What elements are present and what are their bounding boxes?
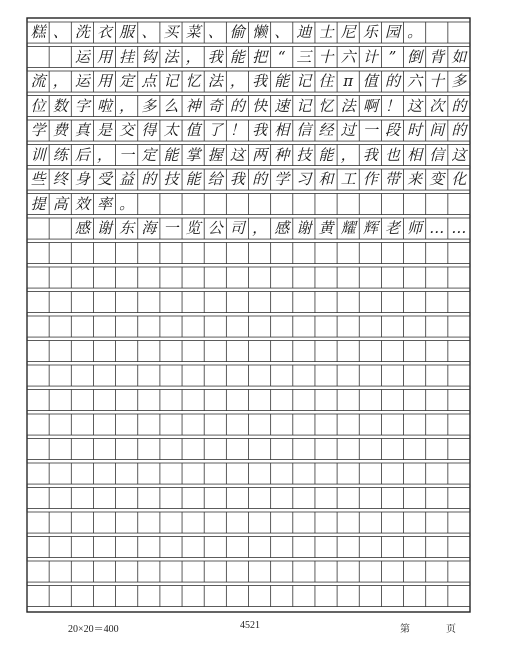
grid-char: 能 bbox=[318, 145, 334, 164]
grid-char: 衣 bbox=[97, 23, 113, 42]
grid-char: 法 bbox=[163, 47, 179, 66]
sheet-number: 4521 bbox=[240, 620, 260, 631]
grid-char: 洗 bbox=[74, 23, 90, 42]
grid-char: ， bbox=[119, 96, 135, 115]
grid-char: 字 bbox=[74, 96, 90, 115]
grid-char: 握 bbox=[207, 145, 223, 164]
grid-char: 览 bbox=[185, 219, 201, 238]
grid-char: 黄 bbox=[318, 219, 334, 238]
grid-char: 师 bbox=[407, 219, 423, 238]
grid-char: 我 bbox=[207, 47, 223, 66]
grid-char: 相 bbox=[407, 145, 423, 164]
grid-char: 记 bbox=[296, 96, 312, 115]
grid-char: 数 bbox=[52, 96, 68, 115]
grid-char: 用 bbox=[97, 47, 113, 66]
grid-char: 把 bbox=[252, 47, 268, 66]
grid-char: 次 bbox=[429, 96, 445, 115]
grid-char: … bbox=[451, 219, 467, 238]
grid-char: 间 bbox=[429, 121, 445, 140]
grid-char: π bbox=[343, 72, 354, 91]
grid-char: 变 bbox=[429, 170, 445, 189]
grid-char: 能 bbox=[163, 145, 179, 164]
grid-char: 挂 bbox=[119, 47, 135, 66]
grid-char: 带 bbox=[384, 170, 400, 189]
grid-char: 、 bbox=[141, 23, 157, 42]
grid-char: 感 bbox=[74, 219, 90, 238]
grid-char: 奇 bbox=[207, 96, 223, 115]
grid-char: 多 bbox=[451, 72, 467, 91]
grid-char: 值 bbox=[362, 72, 378, 91]
grid-char: 用 bbox=[97, 72, 113, 91]
grid-char: 的 bbox=[252, 170, 268, 189]
grid-char: … bbox=[429, 219, 445, 238]
grid-char: 得 bbox=[141, 121, 157, 140]
grid-char: 、 bbox=[52, 23, 68, 42]
grid-char: ！ bbox=[384, 96, 400, 115]
grid-char: 。 bbox=[407, 23, 423, 42]
grid-char: 钩 bbox=[141, 47, 157, 66]
grid-char: 如 bbox=[451, 47, 467, 66]
grid-char: 神 bbox=[185, 96, 201, 115]
grid-char: 士 bbox=[318, 23, 334, 42]
grid-char: 是 bbox=[97, 121, 113, 140]
grid-char: ， bbox=[252, 219, 268, 238]
grid-char: 啊 bbox=[362, 96, 378, 115]
grid-char: 过 bbox=[340, 121, 356, 140]
grid-char: ， bbox=[52, 72, 68, 91]
grid-char: 身 bbox=[74, 170, 90, 189]
grid-char: 糕 bbox=[30, 23, 46, 42]
grid-char: 太 bbox=[163, 121, 179, 140]
grid-char: 、 bbox=[274, 23, 290, 42]
grid-char: 六 bbox=[340, 47, 356, 66]
grid-char: 公 bbox=[207, 219, 223, 238]
grid-char: 海 bbox=[141, 219, 157, 238]
grid-char: 率 bbox=[97, 194, 113, 213]
grid-char: 提 bbox=[30, 194, 46, 213]
grid-char: ” bbox=[388, 47, 397, 66]
grid-char: 费 bbox=[52, 121, 68, 140]
grid-char: 信 bbox=[296, 121, 312, 140]
grid-char: 法 bbox=[207, 72, 223, 91]
grid-char: 谢 bbox=[97, 219, 113, 238]
grid-char: 来 bbox=[407, 170, 423, 189]
grid-char: 受 bbox=[97, 170, 113, 189]
grid-char: 定 bbox=[141, 145, 157, 164]
grid-char: 习 bbox=[296, 170, 312, 189]
grid-char: 技 bbox=[163, 170, 179, 189]
grid-char: 益 bbox=[119, 170, 135, 189]
grid-char: 我 bbox=[252, 72, 268, 91]
grid-char: 运 bbox=[74, 47, 90, 66]
grid-char: 十 bbox=[318, 47, 334, 66]
grid-char: 段 bbox=[384, 121, 400, 140]
page-label: 第 bbox=[400, 624, 410, 635]
grid-char: 能 bbox=[229, 47, 245, 66]
grid-char: 感 bbox=[274, 219, 290, 238]
grid-char: 尼 bbox=[340, 23, 356, 42]
grid-char: 作 bbox=[362, 170, 378, 189]
grid-char: 十 bbox=[429, 72, 445, 91]
grid-char: 这 bbox=[451, 145, 467, 164]
grid-char: 的 bbox=[229, 96, 245, 115]
grid-char: 耀 bbox=[340, 219, 356, 238]
grid-char: ， bbox=[229, 72, 245, 91]
grid-char: 时 bbox=[407, 121, 423, 140]
grid-char: 服 bbox=[119, 23, 135, 42]
grid-char: 相 bbox=[274, 121, 290, 140]
grid-char: 住 bbox=[318, 72, 334, 91]
grid-char: 多 bbox=[141, 96, 157, 115]
grid-char: 了 bbox=[207, 121, 223, 140]
grid-char: 园 bbox=[384, 23, 400, 42]
grid-char: 背 bbox=[429, 47, 445, 66]
grid-char: 这 bbox=[407, 96, 423, 115]
grid-char: 司 bbox=[229, 219, 245, 238]
grid-char: 一 bbox=[119, 145, 135, 164]
grid-char: 能 bbox=[185, 170, 201, 189]
grid-char: 位 bbox=[30, 96, 46, 115]
grid-char: 终 bbox=[52, 170, 68, 189]
grid-char: 训 bbox=[30, 145, 46, 164]
grid-char: ， bbox=[340, 145, 356, 164]
grid-spec-label: 20×20＝400 bbox=[68, 624, 119, 635]
grid-char: 六 bbox=[407, 72, 423, 91]
grid-char: 两 bbox=[252, 145, 268, 164]
grid-char: 计 bbox=[362, 47, 378, 66]
grid-char: 一 bbox=[163, 219, 179, 238]
grid-char: 菜 bbox=[185, 23, 201, 42]
grid-char: 点 bbox=[141, 72, 157, 91]
grid-char: 给 bbox=[207, 170, 223, 189]
grid-char: 能 bbox=[274, 72, 290, 91]
grid-char: ！ bbox=[229, 121, 245, 140]
grid-char: ， bbox=[97, 145, 113, 164]
grid-char: 法 bbox=[340, 96, 356, 115]
grid-char: 老 bbox=[384, 219, 400, 238]
grid-char: 流 bbox=[30, 72, 46, 91]
grid-char: 速 bbox=[274, 96, 290, 115]
grid-char: 我 bbox=[252, 121, 268, 140]
grid-char: 化 bbox=[451, 170, 467, 189]
grid-char: 值 bbox=[185, 121, 201, 140]
grid-char: 练 bbox=[52, 145, 68, 164]
grid-char: 快 bbox=[252, 96, 268, 115]
grid-char: 种 bbox=[274, 145, 290, 164]
grid-char: 学 bbox=[274, 170, 290, 189]
grid-char: 掌 bbox=[185, 145, 201, 164]
grid-char: 懒 bbox=[252, 23, 268, 42]
grid-char: 真 bbox=[74, 121, 90, 140]
grid-char: 信 bbox=[429, 145, 445, 164]
grid-char: 学 bbox=[30, 121, 46, 140]
grid-char: 记 bbox=[296, 72, 312, 91]
grid-char: 些 bbox=[30, 170, 46, 189]
grid-char: 高 bbox=[52, 194, 68, 213]
grid-char: 工 bbox=[340, 170, 356, 189]
grid-char: 迪 bbox=[296, 23, 312, 42]
grid-char: 我 bbox=[362, 145, 378, 164]
grid-char: 效 bbox=[74, 194, 90, 213]
grid-char: 的 bbox=[384, 72, 400, 91]
grid-char: 和 bbox=[318, 170, 334, 189]
grid-char: 的 bbox=[451, 96, 467, 115]
grid-char: 记 bbox=[163, 72, 179, 91]
grid-char: ， bbox=[185, 47, 201, 66]
grid-char: 。 bbox=[119, 194, 135, 213]
grid-char: 运 bbox=[74, 72, 90, 91]
grid-char: 经 bbox=[318, 121, 334, 140]
grid-char: 后 bbox=[74, 145, 90, 164]
grid-char: 买 bbox=[163, 23, 179, 42]
grid-char: 辉 bbox=[362, 219, 378, 238]
page-suffix: 页 bbox=[446, 624, 456, 635]
grid-char: 的 bbox=[451, 121, 467, 140]
grid-char: 、 bbox=[207, 23, 223, 42]
grid-char: 交 bbox=[119, 121, 135, 140]
grid-char: 谢 bbox=[296, 219, 312, 238]
grid-char: 一 bbox=[362, 121, 378, 140]
grid-char: 技 bbox=[296, 145, 312, 164]
grid-char: 这 bbox=[229, 145, 245, 164]
grid-char: 忆 bbox=[318, 96, 334, 115]
grid-char: 三 bbox=[296, 47, 312, 66]
grid-char: 啦 bbox=[97, 96, 113, 115]
grid-char: 我 bbox=[229, 170, 245, 189]
grid-char: 定 bbox=[119, 72, 135, 91]
grid-char: 的 bbox=[141, 170, 157, 189]
grid-char: 倒 bbox=[407, 47, 423, 66]
grid-char: 也 bbox=[384, 145, 400, 164]
grid-char: “ bbox=[277, 47, 286, 66]
grid-char: 东 bbox=[119, 219, 135, 238]
grid-char: 忆 bbox=[185, 72, 201, 91]
grid-char: 偷 bbox=[229, 23, 245, 42]
grid-char: 乐 bbox=[362, 23, 378, 42]
grid-char: 么 bbox=[163, 96, 179, 115]
